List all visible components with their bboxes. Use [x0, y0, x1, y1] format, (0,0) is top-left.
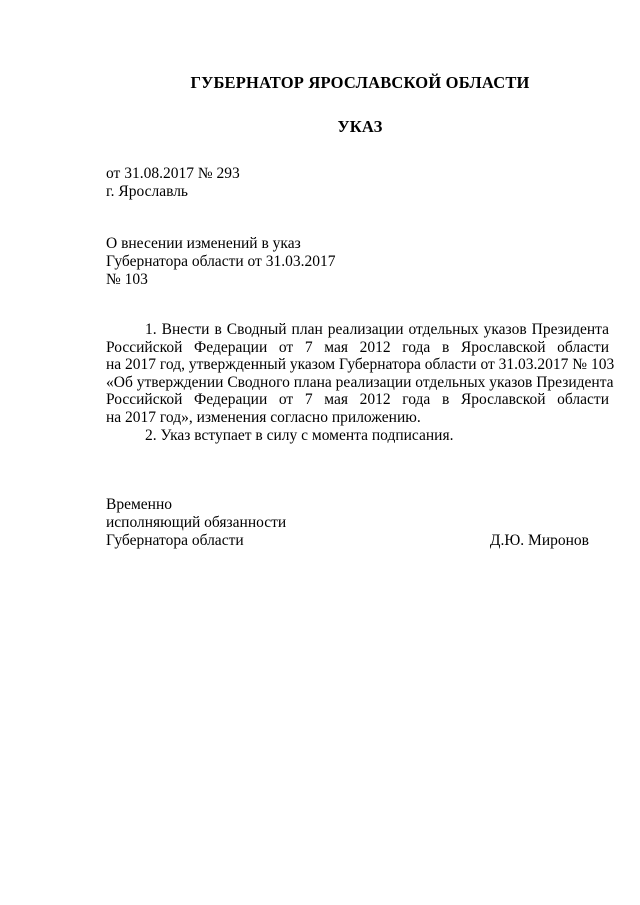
- document-organization-title: ГУБЕРНАТОР ЯРОСЛАВСКОЙ ОБЛАСТИ: [190, 73, 530, 92]
- document-date-number: от 31.08.2017 № 293: [106, 165, 240, 182]
- document-body: [106, 321, 615, 444]
- signature-position-line: Губернатора области: [106, 532, 244, 549]
- signature-last-row: [106, 532, 589, 550]
- document-type-title: УКАЗ: [337, 117, 383, 136]
- document-city: г. Ярославль: [106, 183, 188, 200]
- paragraph-1-line: на 2017 год, утвержденный указом Губернатора области от 31.03.2017 № 103: [106, 356, 615, 374]
- subject-line: № 103: [106, 271, 148, 288]
- paragraph-1-line: 1. Внести в Сводный план реализации отдельных указов Президента: [145, 321, 609, 338]
- signatory-name: Д.Ю. Миронов: [489, 532, 589, 549]
- paragraph-1-line: на 2017 год», изменения согласно приложению.: [106, 408, 421, 426]
- signature-position-line: Временно: [106, 496, 172, 513]
- paragraph-1-line: «Об утверждении Сводного плана реализации отдельных указов Президента: [106, 373, 614, 391]
- paragraph-1-line: Российской Федерации от 7 мая 2012 года в Ярославской области: [106, 338, 609, 356]
- document-subject: [106, 235, 335, 289]
- signature-position-line: исполняющий обязанности: [106, 514, 287, 531]
- subject-line: Губернатора области от 31.03.2017: [106, 253, 336, 270]
- document-meta: [106, 165, 240, 201]
- paragraph-1-line: Российской Федерации от 7 мая 2012 года в Ярославской области: [106, 391, 609, 409]
- subject-line: О внесении изменений в указ: [106, 235, 301, 252]
- signature-block: [106, 496, 589, 550]
- paragraph-2: 2. Указ вступает в силу с момента подписания.: [145, 426, 454, 444]
